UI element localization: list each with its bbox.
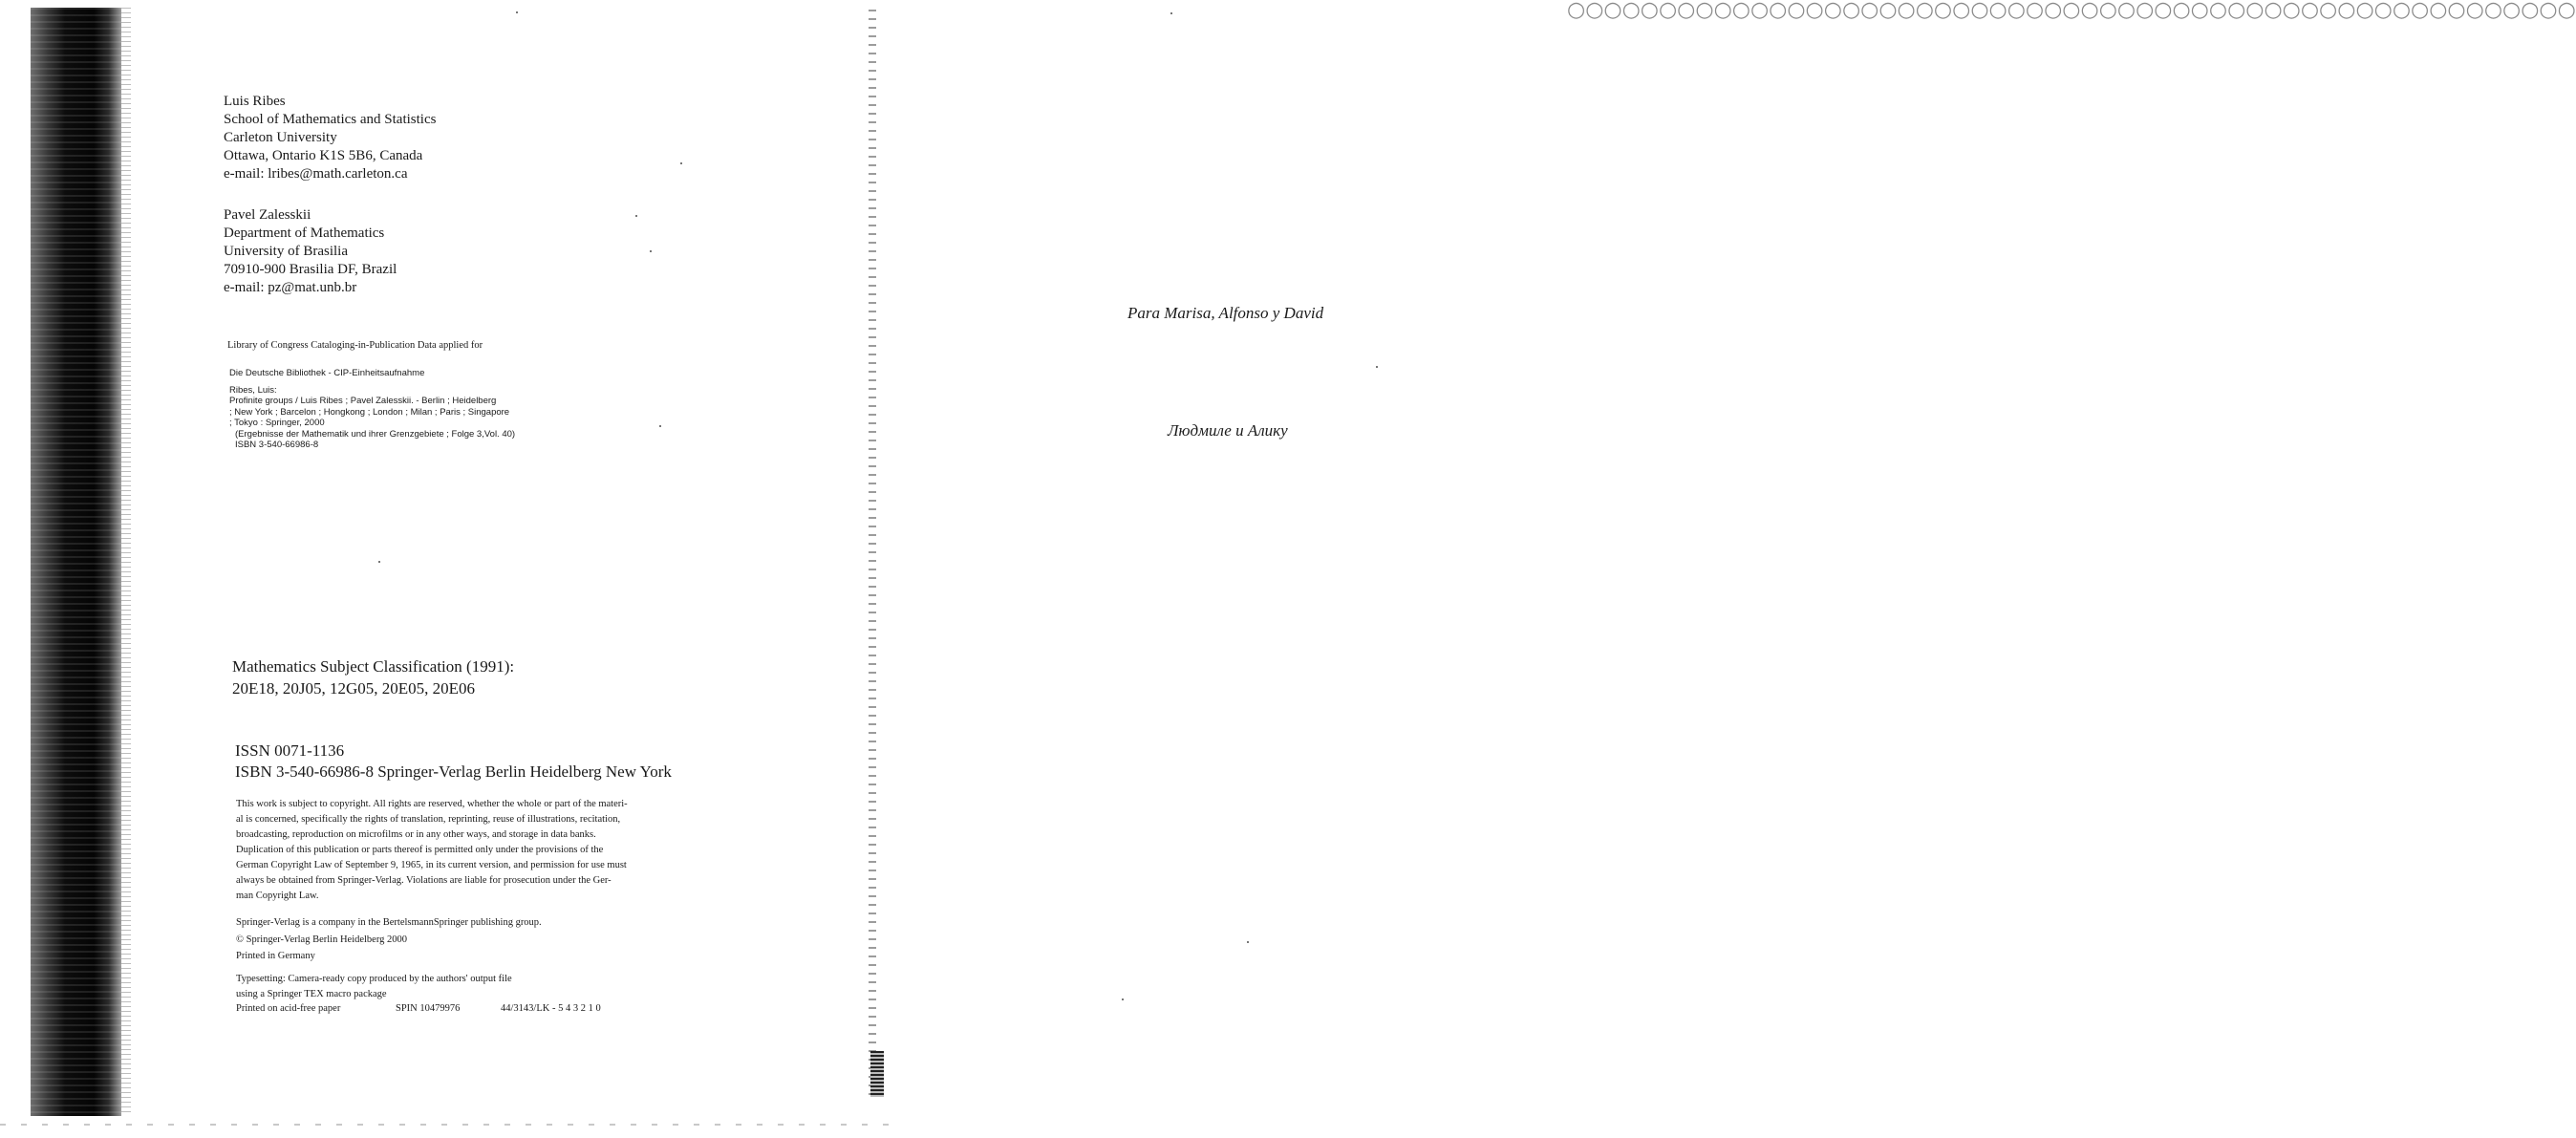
copyright-line: broadcasting, reproduction on microfilms or in any other ways, and storage in data banks. <box>236 829 596 840</box>
author2-department: Department of Mathematics <box>224 225 385 241</box>
msc-title: Mathematics Subject Classification (1991): <box>232 657 515 676</box>
copyright-line: This work is subject to copyright. All rights are reserved, whether the whole or part of the materi- <box>236 799 628 809</box>
scan-speck <box>1376 366 1378 368</box>
cip-line: (Ergebnisse der Mathematik und ihrer Grenzgebiete ; Folge 3,Vol. 40) <box>235 428 516 440</box>
scan-speck <box>1247 941 1249 943</box>
author1-address: Ottawa, Ontario K1S 5B6, Canada <box>224 148 423 163</box>
author2-address-block <box>224 206 397 297</box>
author1-email: e-mail: lribes@math.carleton.ca <box>224 166 408 182</box>
right-page-edge-binding: ○○○○○○○○○○○○○○○○○○○○○○○○○○○○○○○○○○○○○○○○○○○○○○○○○○○○○○○ <box>1567 0 2576 22</box>
author2-university: University of Brasilia <box>224 244 348 259</box>
cip-line: Ribes, Luis: <box>229 384 277 396</box>
author1-address-block <box>224 93 436 183</box>
copyright-line: German Copyright Law of September 9, 1965, in its current version, and permission for use must <box>236 860 627 870</box>
typesetting-info <box>236 972 601 1017</box>
dedication-spanish: Para Marisa, Alfonso y David <box>1127 304 1324 322</box>
scan-speck <box>516 11 518 13</box>
author1-university: Carleton University <box>224 130 337 145</box>
cip-record <box>229 368 515 451</box>
scan-speck <box>680 162 682 164</box>
author1-department: School of Mathematics and Statistics <box>224 112 437 127</box>
copyright-notice <box>236 797 723 904</box>
scanned-book-spine <box>31 8 121 1116</box>
cip-line: ; New York ; Barcelon ; Hongkong ; London ; Milan ; Paris ; Singapore <box>229 406 510 418</box>
issn: ISSN 0071-1136 <box>235 741 345 760</box>
typesetting-line: using a Springer TEX macro package <box>236 988 387 999</box>
dedication-russian: Людмиле и Алику <box>1168 421 1288 440</box>
printing-row <box>236 1001 601 1017</box>
spine-edge-texture <box>121 8 131 1116</box>
cip-line: ; Tokyo : Springer, 2000 <box>229 418 325 428</box>
subject-classification <box>232 655 514 699</box>
scan-speck <box>650 250 652 252</box>
cip-line: ISBN 3-540-66986-8 <box>235 440 319 450</box>
scan-speck <box>635 215 637 217</box>
copyright-line: always be obtained from Springer-Verlag. Violations are liable for prosecution under the Ger- <box>236 875 612 886</box>
copyright-line: man Copyright Law. <box>236 891 319 901</box>
printed-in: Printed in Germany <box>236 951 315 961</box>
publisher-info <box>236 914 542 965</box>
author2-address: 70910-900 Brasilia DF, Brazil <box>224 262 397 277</box>
library-of-congress-note: Library of Congress Cataloging-in-Publication Data applied for <box>227 340 483 351</box>
gutter-scan-mark <box>870 1051 884 1097</box>
spin-number: SPIN 10479976 <box>396 1003 461 1014</box>
cip-line: Profinite groups / Luis Ribes ; Pavel Zalesskii. - Berlin ; Heidelberg <box>229 396 497 406</box>
cip-heading: Die Deutsche Bibliothek - CIP-Einheitsaufnahme <box>229 368 425 378</box>
publisher-group: Springer-Verlag is a company in the BertelsmannSpringer publishing group. <box>236 917 542 928</box>
scan-speck <box>378 561 380 563</box>
scan-speck <box>1170 12 1172 14</box>
scan-speck <box>1122 998 1124 1000</box>
author1-name: Luis Ribes <box>224 94 286 109</box>
publisher-copyright: © Springer-Verlag Berlin Heidelberg 2000 <box>236 934 408 945</box>
msc-codes: 20E18, 20J05, 12G05, 20E05, 20E06 <box>232 679 476 698</box>
print-code: 44/3143/LK - 5 4 3 2 1 0 <box>501 1003 601 1014</box>
bottom-scan-noise <box>0 1124 889 1126</box>
typesetting-line: Typesetting: Camera-ready copy produced by the authors' output file <box>236 974 512 984</box>
author2-email: e-mail: pz@mat.unb.br <box>224 280 357 295</box>
copyright-line: Duplication of this publication or parts thereof is permitted only under the provisions of the <box>236 845 604 855</box>
paper-note: Printed on acid-free paper <box>236 1003 341 1014</box>
scan-speck <box>659 425 661 427</box>
page-gutter <box>869 10 876 1099</box>
copyright-line: al is concerned, specifically the rights of translation, reprinting, reuse of illustrations, recitation, <box>236 814 621 825</box>
isbn: ISBN 3-540-66986-8 Springer-Verlag Berlin Heidelberg New York <box>235 762 672 781</box>
issn-isbn-block <box>235 741 672 783</box>
author2-name: Pavel Zalesskii <box>224 207 311 223</box>
